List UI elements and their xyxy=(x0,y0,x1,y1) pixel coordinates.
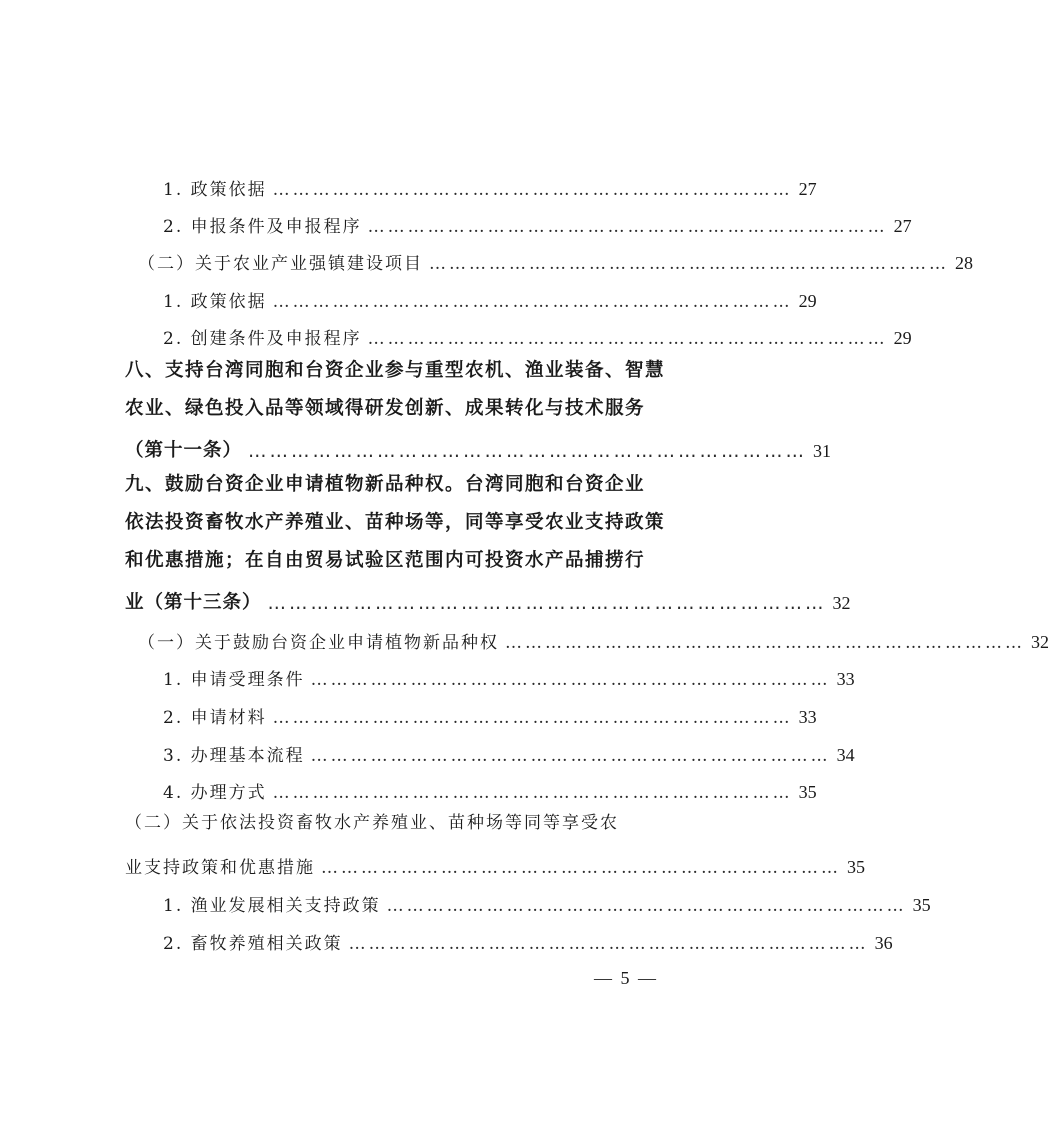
toc-entry-label: 2. 创建条件及申报程序 xyxy=(163,329,362,349)
toc-page-number: 36 xyxy=(874,933,893,953)
toc-leader: …………………………………………………………………… xyxy=(386,896,907,916)
toc-heading-line: 依法投资畜牧水产养殖业、苗种场等，同等享受农业支持政策 xyxy=(125,512,666,533)
toc-entry-label: 业（第十三条） xyxy=(125,592,262,613)
toc-subheading[interactable] xyxy=(125,804,670,842)
toc-entry[interactable] xyxy=(125,426,832,462)
toc-entry[interactable] xyxy=(125,578,851,614)
toc-leader: …………………………………………………………………… xyxy=(272,708,793,728)
toc-entry-label: 4. 办理方式 xyxy=(163,783,267,803)
toc-heading-8[interactable] xyxy=(125,352,670,428)
toc-entry-label: 1. 渔业发展相关支持政策 xyxy=(163,896,381,916)
toc-entry[interactable] xyxy=(163,313,912,349)
toc-entry-label: 1. 政策依据 xyxy=(163,180,267,200)
toc-leader: …………………………………………………………………… xyxy=(367,329,888,349)
toc-entry-label: 2. 畜牧养殖相关政策 xyxy=(163,934,343,954)
toc-page-number: 27 xyxy=(798,179,817,199)
toc-entry-label: （一）关于鼓励台资企业申请植物新品种权 xyxy=(138,633,499,653)
toc-page-number: 27 xyxy=(893,216,912,236)
toc-leader: …………………………………………………………………… xyxy=(367,217,888,237)
toc-page-number: 31 xyxy=(813,441,832,461)
toc-page-number: 35 xyxy=(847,857,865,877)
toc-entry[interactable] xyxy=(163,692,817,728)
toc-page-number: 32 xyxy=(832,593,851,613)
toc-leader: …………………………………………………………………… xyxy=(267,593,827,614)
toc-leader: …………………………………………………………………… xyxy=(248,441,808,462)
toc-heading-line: 八、支持台湾同胞和台资企业参与重型农机、渔业装备、智慧 xyxy=(125,360,666,381)
toc-page-number: 29 xyxy=(893,328,912,348)
toc-heading-line: 农业、绿色投入品等领域得研发创新、成果转化与技术服务 xyxy=(125,398,646,419)
toc-entry[interactable] xyxy=(163,201,912,237)
toc-entry-label: 业支持政策和优惠措施 xyxy=(125,858,315,878)
toc-entry[interactable] xyxy=(163,918,893,954)
toc-leader: …………………………………………………………………… xyxy=(272,783,793,803)
toc-page-number: 34 xyxy=(836,745,855,765)
toc-leader: …………………………………………………………………… xyxy=(272,292,793,312)
page-number: — 5 — xyxy=(594,968,658,988)
toc-entry-label: 3. 办理基本流程 xyxy=(163,746,305,766)
toc-page-number: 35 xyxy=(798,782,817,802)
toc-leader: …………………………………………………………………… xyxy=(505,633,1025,653)
toc-leader: …………………………………………………………………… xyxy=(348,934,869,954)
toc-entry-label: （二）关于农业产业强镇建设项目 xyxy=(138,254,423,274)
toc-page-number: 35 xyxy=(912,895,931,915)
toc-entry[interactable] xyxy=(163,276,817,312)
toc-leader: …………………………………………………………………… xyxy=(272,180,793,200)
toc-leader: …………………………………………………………………… xyxy=(310,746,831,766)
toc-heading-line: （二）关于依法投资畜牧水产养殖业、苗种场等同等享受农 xyxy=(125,813,619,833)
toc-page-number: 28 xyxy=(955,253,973,273)
toc-entry[interactable] xyxy=(163,767,817,803)
toc-entry-label: 1. 申请受理条件 xyxy=(163,670,305,690)
toc-entry[interactable] xyxy=(138,617,1049,653)
toc-page-number: 32 xyxy=(1031,632,1049,652)
toc-leader: …………………………………………………………………… xyxy=(429,254,949,274)
toc-leader: …………………………………………………………………… xyxy=(310,670,831,690)
toc-entry[interactable] xyxy=(163,654,855,690)
toc-entry[interactable] xyxy=(163,730,855,766)
toc-entry[interactable] xyxy=(163,880,931,916)
toc-entry[interactable] xyxy=(138,238,973,274)
toc-heading-line: 九、鼓励台资企业申请植物新品种权。台湾同胞和台资企业 xyxy=(125,474,646,495)
toc-heading-line: 和优惠措施；在自由贸易试验区范围内可投资水产品捕捞行 xyxy=(125,550,646,571)
toc-heading-9[interactable] xyxy=(125,466,670,580)
toc-leader: …………………………………………………………………… xyxy=(321,858,841,878)
toc-entry-label: 2. 申请材料 xyxy=(163,708,267,728)
toc-entry-label: （第十一条） xyxy=(125,440,243,461)
toc-page-number: 33 xyxy=(798,707,817,727)
toc-entry-label: 1. 政策依据 xyxy=(163,292,267,312)
toc-entry[interactable] xyxy=(163,164,817,200)
toc-page-number: 33 xyxy=(836,669,855,689)
toc-entry-label: 2. 申报条件及申报程序 xyxy=(163,217,362,237)
toc-page-number: 29 xyxy=(798,291,817,311)
toc-entry[interactable] xyxy=(125,842,865,878)
